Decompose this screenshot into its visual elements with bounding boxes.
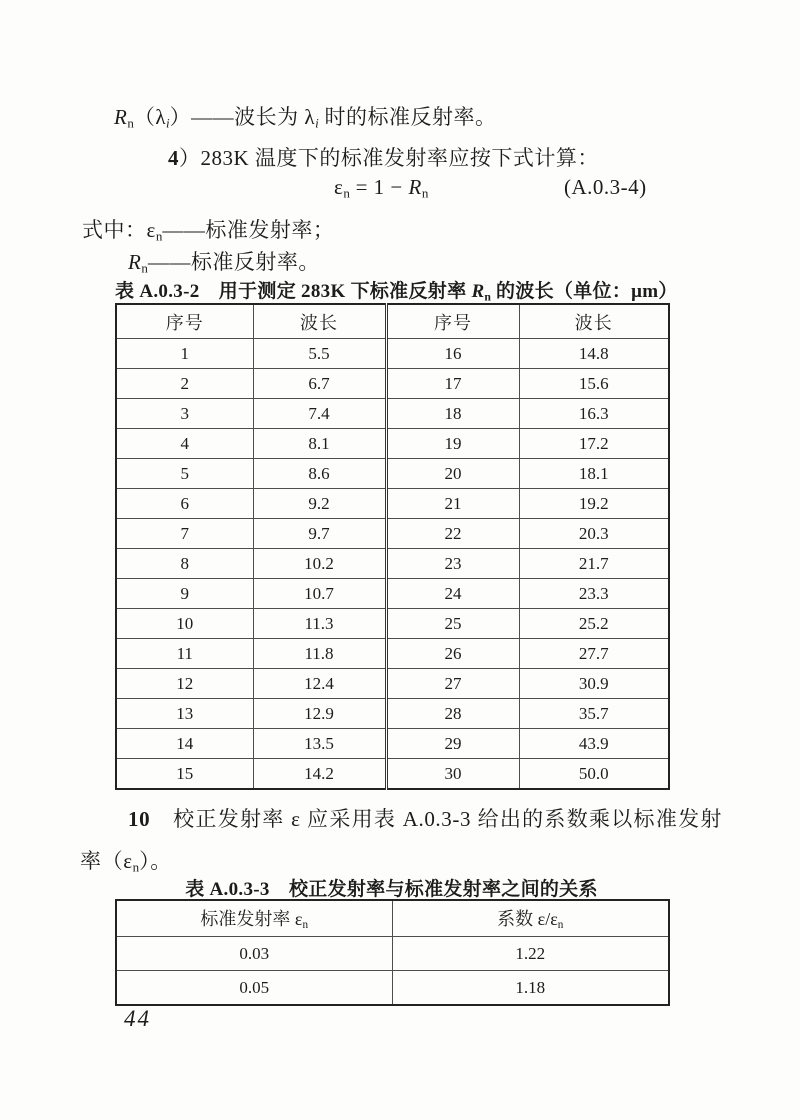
table-cell: 7 — [116, 519, 253, 549]
table-cell: 5.5 — [253, 339, 386, 369]
col-header-coefficient — [392, 900, 669, 937]
col-header-index-left: 序号 — [116, 304, 253, 339]
where-clause-rn — [128, 246, 320, 277]
table-cell: 27.7 — [519, 639, 669, 669]
table-header-row — [116, 304, 669, 339]
table-cell: 14.2 — [253, 759, 386, 790]
table-header-row — [116, 900, 669, 937]
table-cell: 13.5 — [253, 729, 386, 759]
coefficient-table-header — [116, 900, 669, 937]
table-cell: 8.6 — [253, 459, 386, 489]
table-cell: 11.8 — [253, 639, 386, 669]
text-part: n — [557, 919, 564, 932]
table-row — [116, 729, 669, 759]
table-cell: 16 — [386, 339, 519, 369]
text-part: ）——波长为 λ — [169, 105, 316, 129]
table-cell: 10.7 — [253, 579, 386, 609]
table-cell: 50.0 — [519, 759, 669, 790]
table-cell: 21 — [386, 489, 519, 519]
table-cell: 30 — [386, 759, 519, 790]
wavelength-table-body — [116, 339, 669, 790]
formula-number: (A.0.3-4) — [564, 175, 647, 199]
table-row — [116, 759, 669, 790]
table-cell: 25.2 — [519, 609, 669, 639]
text-part: R — [471, 281, 485, 302]
table-row — [116, 609, 669, 639]
text-part: 式中：ε — [82, 218, 156, 242]
table-cell: 11.3 — [253, 609, 386, 639]
table-cell: 15.6 — [519, 369, 669, 399]
table-cell: 0.03 — [116, 937, 392, 971]
table-cell: 19 — [386, 429, 519, 459]
text-part: 校正发射率 ε 应采用表 A.0.3-3 给出的系数乘以标准发射率（ε — [80, 807, 722, 873]
table-cell: 23 — [386, 549, 519, 579]
text-part: n — [127, 115, 134, 131]
table-cell: 2 — [116, 369, 253, 399]
table-cell: 14 — [116, 729, 253, 759]
text-part: 时的标准反射率。 — [318, 105, 497, 129]
coefficient-table — [115, 899, 670, 1006]
text-part: n — [421, 185, 429, 201]
text-part: R — [114, 105, 128, 129]
text-part: （λ — [133, 105, 167, 129]
table-cell: 1 — [116, 339, 253, 369]
table-cell: 12.9 — [253, 699, 386, 729]
table-row — [116, 639, 669, 669]
col-header-standard-emissivity — [116, 900, 392, 937]
table-cell: 9.7 — [253, 519, 386, 549]
text-part: n — [302, 919, 309, 932]
table-row — [116, 519, 669, 549]
table-cell: 3 — [116, 399, 253, 429]
table-cell: 1.22 — [392, 937, 669, 971]
table-cell: 24 — [386, 579, 519, 609]
table-cell: 11 — [116, 639, 253, 669]
table-cell: 26 — [386, 639, 519, 669]
text-part: ）。 — [139, 849, 172, 873]
wavelength-table — [115, 303, 670, 790]
table-cell: 9 — [116, 579, 253, 609]
table-row — [116, 399, 669, 429]
text-part: 表 A.0.3-2 用于测定 283K 下标准反射率 — [115, 281, 472, 302]
text-part: ——标准反射率。 — [147, 250, 320, 274]
table-row — [116, 429, 669, 459]
table-cell: 35.7 — [519, 699, 669, 729]
table-cell: 20.3 — [519, 519, 669, 549]
table-cell: 18.1 — [519, 459, 669, 489]
table-cell: 28 — [386, 699, 519, 729]
table-row — [116, 699, 669, 729]
col-header-wavelength-right: 波长 — [519, 304, 669, 339]
table-cell: 16.3 — [519, 399, 669, 429]
text-part: = 1 − — [349, 175, 409, 199]
table-cell: 43.9 — [519, 729, 669, 759]
table-cell: 15 — [116, 759, 253, 790]
table-cell: 18 — [386, 399, 519, 429]
table-cell: 19.2 — [519, 489, 669, 519]
table-cell: 8.1 — [253, 429, 386, 459]
coefficient-table-body — [116, 937, 669, 1006]
table-row — [116, 579, 669, 609]
table1-caption — [115, 276, 678, 304]
text-part: n — [484, 290, 491, 304]
text-part: ）283K 温度下的标准发射率应按下式计算： — [179, 146, 599, 170]
table-cell: 17 — [386, 369, 519, 399]
table-cell: 27 — [386, 669, 519, 699]
table-cell: 14.8 — [519, 339, 669, 369]
table-row — [116, 339, 669, 369]
table-row — [116, 669, 669, 699]
where-clause-epsilon — [82, 214, 334, 245]
table-row — [116, 369, 669, 399]
table-cell: 5 — [116, 459, 253, 489]
text-part: n — [343, 185, 350, 201]
wavelength-table-header — [116, 304, 669, 339]
text-part: ——标准发射率； — [162, 218, 335, 242]
table-cell: 8 — [116, 549, 253, 579]
table-cell: 25 — [386, 609, 519, 639]
text-part: 标准发射率 ε — [200, 909, 303, 930]
text-part: 表 A.0.3-3 校正发射率与标准发射率之间的关系 — [185, 879, 598, 900]
table-cell: 12.4 — [253, 669, 386, 699]
table-cell: 0.05 — [116, 971, 392, 1006]
table-cell: 9.2 — [253, 489, 386, 519]
table2-caption — [115, 874, 668, 901]
text-part: 4 — [168, 146, 179, 170]
table-cell: 6.7 — [253, 369, 386, 399]
table-cell: 23.3 — [519, 579, 669, 609]
text-part: R — [128, 250, 142, 274]
text-part: 的波长（单位：μm） — [490, 281, 678, 302]
table-cell: 20 — [386, 459, 519, 489]
table-cell: 10 — [116, 609, 253, 639]
table-cell: 22 — [386, 519, 519, 549]
table-cell: 7.4 — [253, 399, 386, 429]
table-cell: 21.7 — [519, 549, 669, 579]
text-part: n — [141, 260, 148, 276]
text-part: ε — [334, 175, 344, 199]
table-row — [116, 549, 669, 579]
text-part: n — [155, 228, 163, 244]
text-part: i — [315, 115, 319, 131]
table-row — [116, 489, 669, 519]
col-header-index-right: 序号 — [386, 304, 519, 339]
table-cell: 13 — [116, 699, 253, 729]
table-cell: 4 — [116, 429, 253, 459]
text-part: 系数 ε/ε — [497, 909, 558, 930]
table-cell: 12 — [116, 669, 253, 699]
text-part: n — [132, 859, 140, 875]
text-part: R — [408, 175, 422, 199]
table-row — [116, 937, 669, 971]
text-part: 10 — [128, 807, 151, 831]
page-number: 44 — [124, 1006, 151, 1031]
formula-emissivity — [334, 175, 428, 202]
table-cell: 29 — [386, 729, 519, 759]
table-row — [116, 459, 669, 489]
table-cell: 30.9 — [519, 669, 669, 699]
step-4-line — [168, 142, 599, 172]
table-cell: 17.2 — [519, 429, 669, 459]
table-cell: 1.18 — [392, 971, 669, 1006]
col-header-wavelength-left: 波长 — [253, 304, 386, 339]
table-cell: 6 — [116, 489, 253, 519]
text-part: i — [166, 115, 170, 131]
table-cell: 10.2 — [253, 549, 386, 579]
table-row — [116, 971, 669, 1006]
definition-line-rn-lambda — [114, 101, 496, 132]
